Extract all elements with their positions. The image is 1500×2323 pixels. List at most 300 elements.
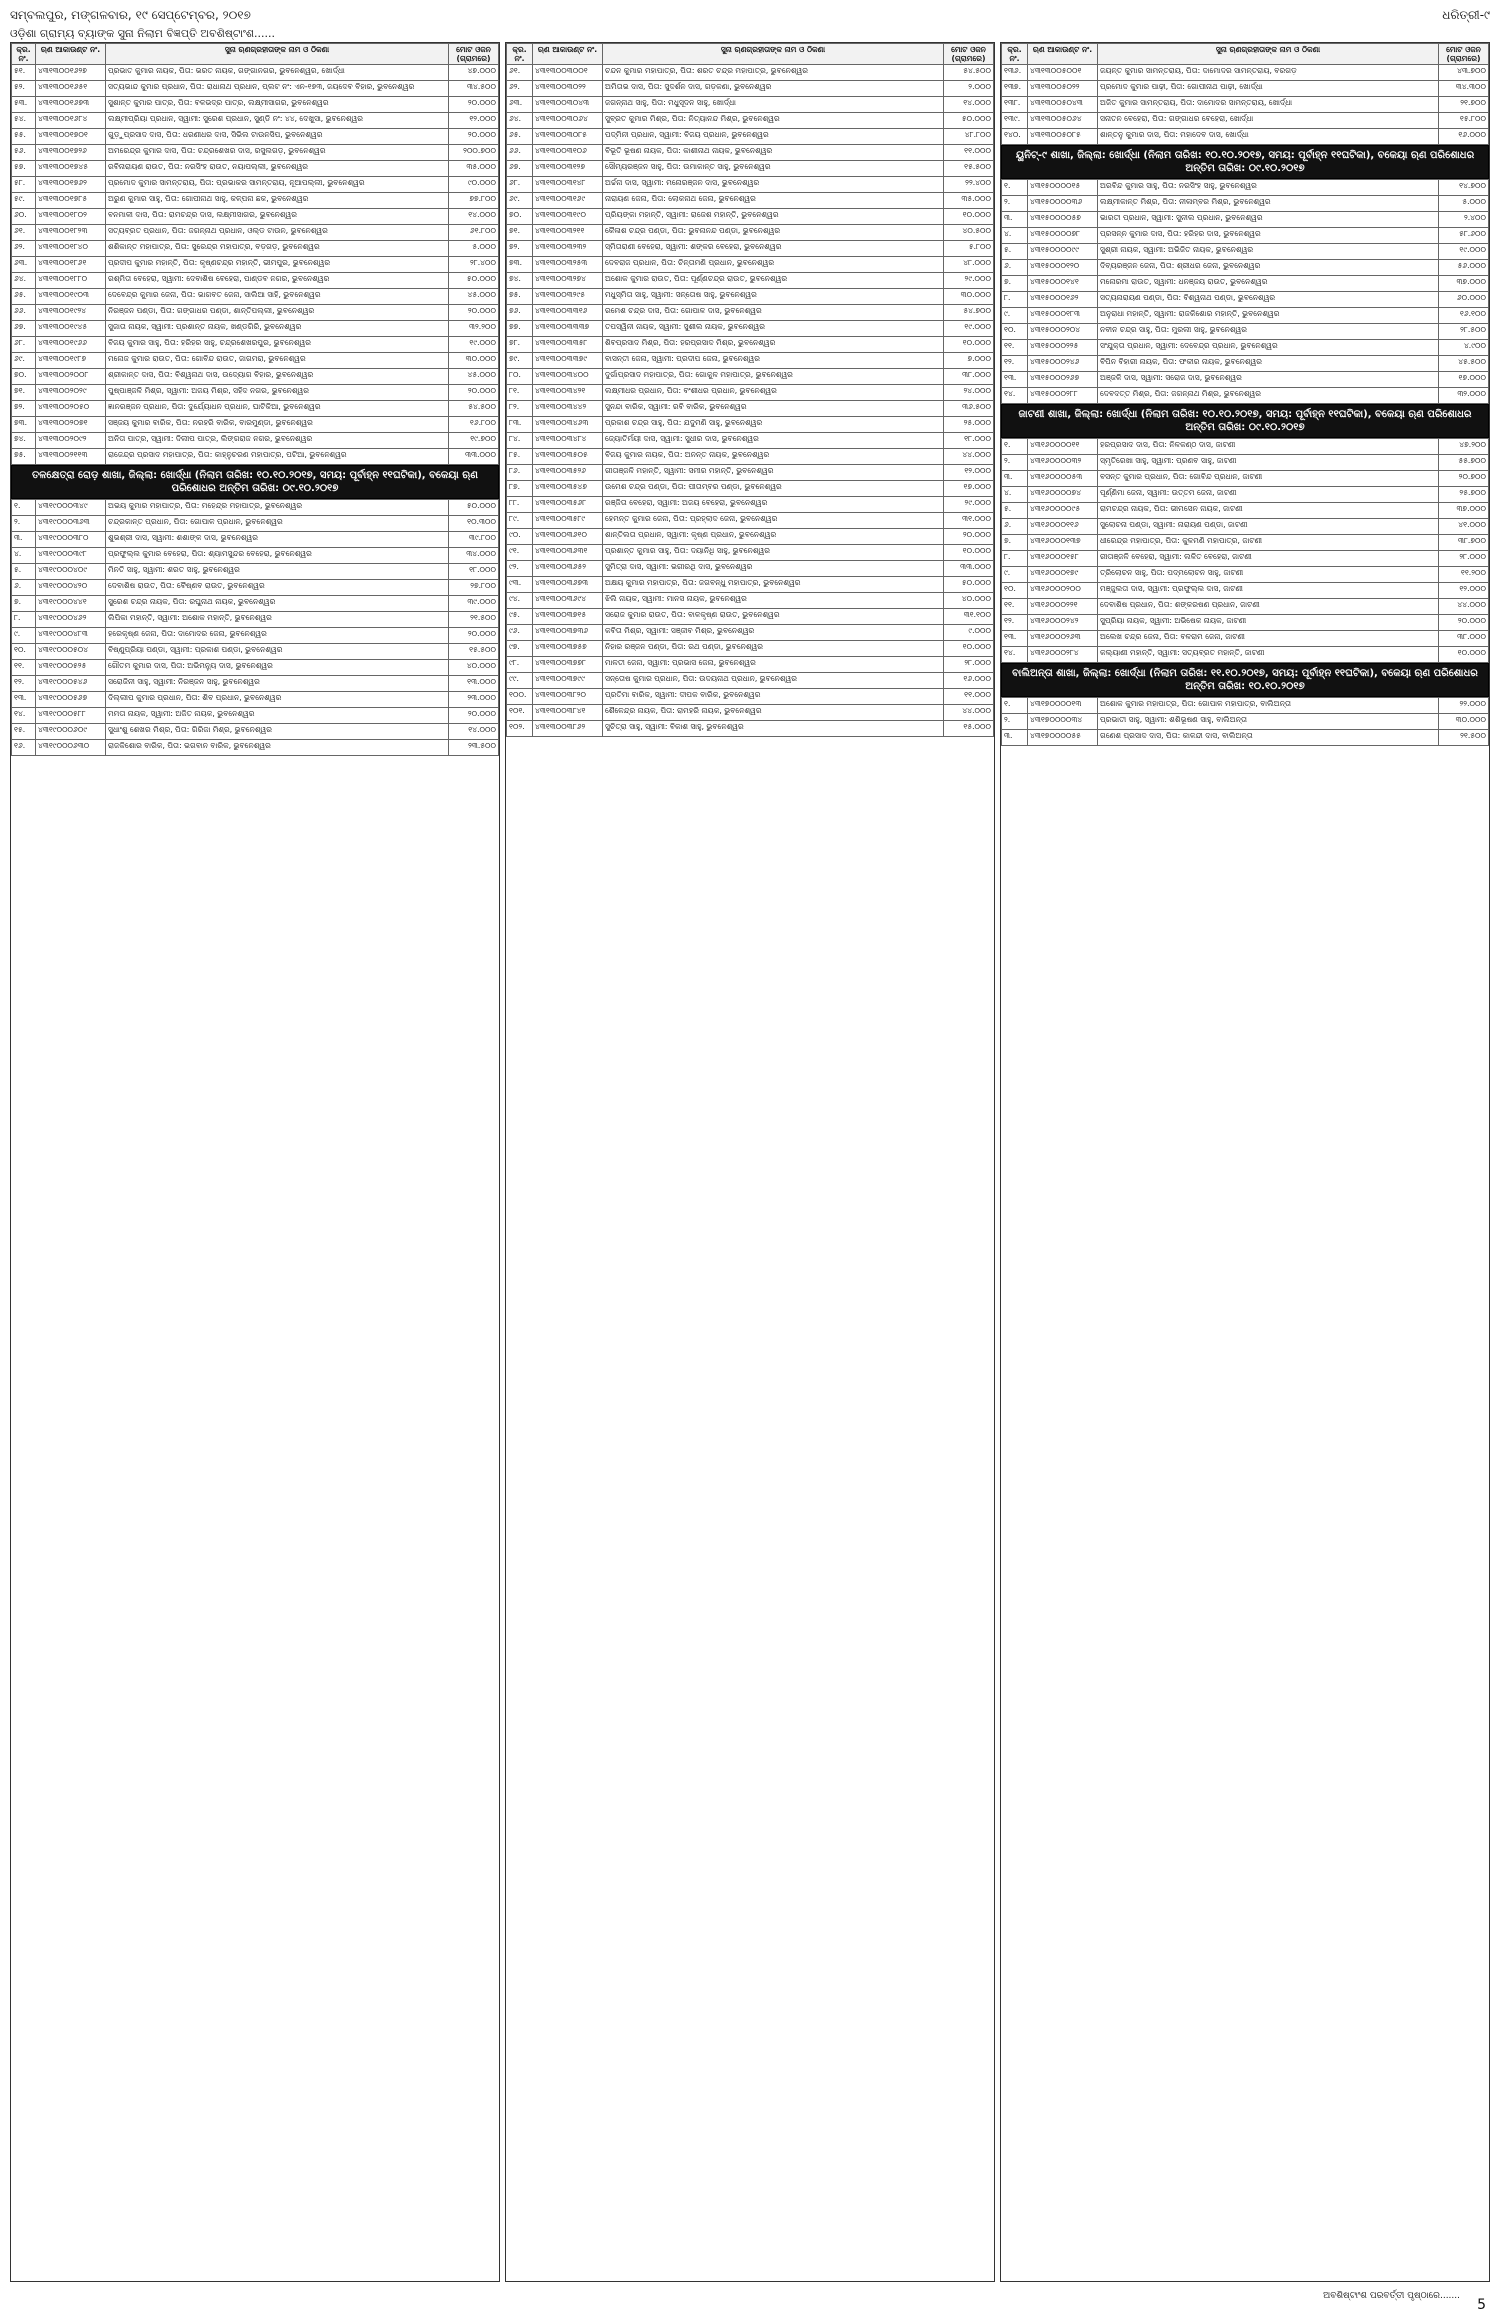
row-name-address: ମନୋରମା ରାଉତ, ସ୍ୱାମୀ: ଧନଞ୍ଜୟ ରାଉତ, ଭୁବନେଶ୍ୱର — [1098, 276, 1439, 292]
row-name-address: ଉମେଶ ଚନ୍ଦ୍ର ପଣ୍ଡା, ପିତା: ପୀତାମ୍ବର ପଣ୍ଡା, ଭୁବନେଶ୍ୱର — [603, 481, 944, 497]
row-serial: ୬. — [1002, 519, 1028, 535]
row-name-address: ମମତା ନାୟକ, ସ୍ୱାମୀ: ଅଜିତ ନାୟକ, ଭୁବନେଶ୍ୱର — [106, 708, 449, 724]
table-row — [1002, 439, 1489, 455]
table-row — [507, 609, 994, 625]
header-sl: କ୍ର. ନଂ. — [507, 44, 533, 65]
row-weight: ୫.୦୦୦ — [1439, 196, 1489, 212]
row-weight: ୧୭.୦୦୦ — [1439, 372, 1489, 388]
row-weight: ୨୩.୫୦୦ — [449, 740, 499, 756]
row-weight: ୧୬.୮୦୦ — [449, 417, 499, 433]
row-weight: ୯୦.୦୦୦ — [449, 177, 499, 193]
row-serial: ୭. — [1002, 276, 1028, 292]
row-serial: ୮୧. — [507, 385, 533, 401]
table-row — [12, 385, 499, 401]
row-name-address: ନିରଞ୍ଜନ ପଣ୍ଡା, ପିତା: ଗଙ୍ଗାଧର ପଣ୍ଡା, ଶାନ୍ତିପଲ୍ଲୀ, ଭୁବନେଶ୍ୱର — [106, 305, 449, 321]
row-serial: ୬୧. — [507, 65, 533, 81]
row-account: ୪୩୧୫୦୦୦୦୭୮ — [1028, 228, 1098, 244]
row-name-address: ଲକ୍ଷ୍ମୀକାନ୍ତ ମିଶ୍ର, ପିତା: ନୀଳାମ୍ବର ମିଶ୍ର, ଭୁବନେଶ୍ୱର — [1098, 196, 1439, 212]
row-account: ୪୩୧୩୦୦୩୧୨୭ — [533, 161, 603, 177]
table-row — [12, 692, 499, 708]
table-row — [507, 465, 994, 481]
table-row — [12, 433, 499, 449]
table-row — [1002, 503, 1489, 519]
row-account: ୪୩୧୩୦୦୫୦୦୧ — [1028, 65, 1098, 81]
row-account: ୪୩୧୩୦୦୩୭୯୯ — [533, 673, 603, 689]
row-weight: ୧୬.୧୦୦ — [1439, 308, 1489, 324]
row-name-address: ରାଜକିଶୋର ବାରିକ, ପିତା: ଭଗବାନ ବାରିକ, ଭୁବନେଶ୍ୱର — [106, 740, 449, 756]
row-weight: ୧୪.୦୦୦ — [449, 724, 499, 740]
row-weight: ୨୦.୦୦୦ — [944, 529, 994, 545]
table-col1b — [11, 499, 499, 756]
row-name-address: ଅକ୍ଷୟ କୁମାର ମହାପାତ୍ର, ପିତା: ଜଗବନ୍ଧୁ ମହାପାତ୍ର, ଭୁବନେଶ୍ୱର — [603, 577, 944, 593]
table-row — [507, 289, 994, 305]
row-weight: ୧୭.୦୦୦ — [944, 481, 994, 497]
table-row — [507, 321, 994, 337]
row-name-address: ସୁଚିତ୍ରା ସାହୁ, ସ୍ୱାମୀ: ବିକାଶ ସାହୁ, ଭୁବନେଶ୍ୱର — [603, 721, 944, 737]
row-weight: ୨୨.୦୦୦ — [1439, 698, 1489, 714]
row-account: ୪୩୧୩୦୦୧୬୭୩ — [36, 97, 106, 113]
row-account: ୪୩୧୩୦୦୩୧୦୬ — [533, 145, 603, 161]
row-name-address: ହରପ୍ରସାଦ ଦାସ, ପିତା: ନିଳକଣ୍ଠ ଦାସ, ଜାଟଣୀ — [1098, 439, 1439, 455]
row-account: ୪୩୧୩୦୦୩୦୬୪ — [533, 113, 603, 129]
row-weight: ୨୮.୪୦୦ — [449, 257, 499, 273]
row-weight: ୩୪.୩୦୦ — [1439, 81, 1489, 97]
row-name-address: ସ୍ମୃତିରେଖା ସାହୁ, ସ୍ୱାମୀ: ପ୍ରଣବ ସାହୁ, ଜାଟଣୀ — [1098, 455, 1439, 471]
row-name-address: ସନ୍ତୋଷ କୁମାର ପ୍ରଧାନ, ପିତା: ଉଦୟନାଥ ପ୍ରଧାନ, ଭୁବନେଶ୍ୱର — [603, 673, 944, 689]
table-row — [1002, 196, 1489, 212]
row-name-address: ରଞ୍ଜିତା ବେହେରା, ସ୍ୱାମୀ: ଅଜୟ ବେହେରା, ଭୁବନେଶ୍ୱର — [603, 497, 944, 513]
row-account: ୪୩୧୯୦୦୦୩୯୮ — [36, 548, 106, 564]
col3-body2 — [1002, 180, 1489, 404]
row-account: ୪୩୧୫୦୦୦୨୬୭ — [1028, 372, 1098, 388]
row-weight: ୧୫.୮୦୦ — [1439, 113, 1489, 129]
row-weight: ୧୦.୦୦୦ — [944, 545, 994, 561]
row-name-address: ଶ୍ରୀକାନ୍ତ ଦାସ, ପିତା: ବିଶ୍ୱନାଥ ଦାସ, ଉଦ୍ୟୋଗ ବିହାର, ଭୁବନେଶ୍ୱର — [106, 369, 449, 385]
row-weight: ୩୮.୭୦୦ — [1439, 535, 1489, 551]
table-row — [12, 660, 499, 676]
row-name-address: ଗଣେଶ ପ୍ରସାଦ ଦାସ, ପିତା: କାଳନ୍ଦୀ ଦାସ, ବାଲିଅନ୍ତା — [1098, 730, 1439, 746]
row-name-address: ଅଭୟ କୁମାର ମହାପାତ୍ର, ପିତା: ମହେନ୍ଦ୍ର ମହାପାତ୍ର, ଭୁବନେଶ୍ୱର — [106, 500, 449, 516]
table-row — [1002, 260, 1489, 276]
row-weight: ୨୫.୭୦୦ — [1439, 487, 1489, 503]
row-account: ୪୩୧୬୦୦୦୧୧୬ — [1028, 519, 1098, 535]
row-account: ୪୩୧୯୦୦୦୪୬୨ — [36, 612, 106, 628]
row-account: ୪୩୧୯୦୦୦୪୮୩ — [36, 628, 106, 644]
row-account: ୪୩୧୫୦୦୦୦୧୫ — [1028, 180, 1098, 196]
row-weight: ୩୩.୦୦୦ — [449, 449, 499, 465]
row-weight: ୩୩.୦୦୦ — [944, 561, 994, 577]
row-account: ୪୩୧୩୦୦୩୨୭୪ — [533, 273, 603, 289]
row-account: ୪୩୧୩୦୦୩୨୫୩ — [533, 257, 603, 273]
row-serial: ୯୬. — [507, 625, 533, 641]
row-account: ୪୩୧୩୦୦୩୪୬୩ — [533, 417, 603, 433]
table-row — [1002, 340, 1489, 356]
table-row — [12, 708, 499, 724]
table-col3d — [1001, 697, 1489, 746]
row-serial: ୯. — [12, 628, 36, 644]
row-weight: ୫୦.୦୦୦ — [449, 273, 499, 289]
header-account: ଋଣ ଆକାଉଣ୍ଟ ନଂ. — [1028, 44, 1098, 65]
row-serial: ୧. — [1002, 180, 1028, 196]
table-row — [12, 209, 499, 225]
row-serial: ୬୩. — [507, 97, 533, 113]
row-name-address: ରମେଶ ଚନ୍ଦ୍ର ଦାସ, ପିତା: ଗୋପାଳ ଦାସ, ଭୁବନେଶ୍ୱର — [603, 305, 944, 321]
row-account: ୪୩୧୩୦୦୩୨୯୫ — [533, 289, 603, 305]
row-account: ୪୩୧୫୦୦୦୧୨୦ — [1028, 260, 1098, 276]
table-row — [12, 337, 499, 353]
row-serial: ୧୦୧. — [507, 705, 533, 721]
row-account: ୪୩୧୫୦୦୦୨୪୬ — [1028, 356, 1098, 372]
row-name-address: ବସନ୍ତ କୁମାର ପ୍ରଧାନ, ପିତା: ଗୋବିନ୍ଦ ପ୍ରଧାନ, ଜାଟଣୀ — [1098, 471, 1439, 487]
row-weight: ୪୫.୦୦୦ — [449, 369, 499, 385]
row-account: ୪୩୧୩୦୦୧୬୫୧ — [36, 81, 106, 97]
table-row — [1002, 599, 1489, 615]
table-row — [1002, 567, 1489, 583]
row-name-address: ଗୌତମ କୁମାର ଦାସ, ପିତା: ଅଭିମନ୍ୟୁ ଦାସ, ଭୁବନେଶ୍ୱର — [106, 660, 449, 676]
row-serial: ୭୩. — [12, 417, 36, 433]
row-name-address: ରଶ୍ମିତା ବେହେରା, ସ୍ୱାମୀ: ଦେବାଶିଷ ବେହେରା, ପାଣ୍ଡବ ନଗର, ଭୁବନେଶ୍ୱର — [106, 273, 449, 289]
row-weight: ୩୦.୦୦୦ — [944, 289, 994, 305]
table-row — [12, 273, 499, 289]
table-row — [12, 225, 499, 241]
row-serial: ୬. — [1002, 260, 1028, 276]
table-row — [507, 529, 994, 545]
row-name-address: ସୁନନ୍ଦା ବାରିକ, ସ୍ୱାମୀ: ରବି ବାରିକ, ଭୁବନେଶ୍ୱର — [603, 401, 944, 417]
row-weight: ୨୯.୦୦୦ — [944, 273, 994, 289]
row-serial: ୯୧. — [507, 545, 533, 561]
row-weight: ୫୦.୦୦୦ — [944, 577, 994, 593]
row-serial: ୭୨. — [507, 241, 533, 257]
row-serial: ୮. — [12, 612, 36, 628]
row-serial: ୬୧. — [12, 225, 36, 241]
table-row — [12, 564, 499, 580]
row-serial: ୬୨. — [12, 241, 36, 257]
row-name-address: ମିନତି ସାହୁ, ସ୍ୱାମୀ: ଶରତ ସାହୁ, ଭୁବନେଶ୍ୱର — [106, 564, 449, 580]
row-weight: ୪୮.୮୦୦ — [944, 129, 994, 145]
table-row — [507, 241, 994, 257]
row-name-address: ପ୍ରଫୁଲ୍ଲ କୁମାର ବେହେରା, ପିତା: ଶ୍ୟାମସୁନ୍ଦର ବେହେରା, ଭୁବନେଶ୍ୱର — [106, 548, 449, 564]
table-row — [1002, 647, 1489, 663]
row-weight: ୨୦୦.୭୦୦ — [449, 145, 499, 161]
row-account: ୪୩୧୯୦୦୦୬୩୦ — [36, 740, 106, 756]
row-serial: ୬୬. — [507, 145, 533, 161]
row-account: ୪୩୧୩୦୦୩୩୩୭ — [533, 321, 603, 337]
continued-note: ଅବଶିଷ୍ଟାଂଶ ପରବର୍ତ୍ତୀ ପୃଷ୍ଠାରେ....... — [1323, 2291, 1460, 2301]
row-serial: ୫୫. — [12, 129, 36, 145]
row-serial: ୩. — [12, 532, 36, 548]
row-name-address: ସଂଯୁକ୍ତା ପ୍ରଧାନ, ସ୍ୱାମୀ: ଦେବେନ୍ଦ୍ର ପ୍ରଧାନ, ଭୁବନେଶ୍ୱର — [1098, 340, 1439, 356]
row-serial: ୮୯. — [507, 513, 533, 529]
row-account: ୪୩୧୬୦୦୦୦୫୩ — [1028, 471, 1098, 487]
row-serial: ୯୦. — [507, 529, 533, 545]
row-account: ୪୩୧୩୦୦୧୬୨୭ — [36, 65, 106, 81]
row-weight: ୨୦.୦୦୦ — [449, 97, 499, 113]
row-account: ୪୩୧୬୦୦୦୦୭୪ — [1028, 487, 1098, 503]
table-row — [507, 385, 994, 401]
table-row — [12, 113, 499, 129]
row-serial: ୧୨. — [12, 676, 36, 692]
row-account: ୪୩୧୩୦୦୫୦୪୩ — [1028, 97, 1098, 113]
row-account: ୪୩୧୩୦୦୨୧୧୩ — [36, 449, 106, 465]
table-row — [507, 625, 994, 641]
row-weight: ୨୧.୫୦୦ — [1439, 730, 1489, 746]
row-name-address: ଚନ୍ଦ୍ରକାନ୍ତ ପ୍ରଧାନ, ପିତା: ଗୋପାଳ ପ୍ରଧାନ, ଭୁବନେଶ୍ୱର — [106, 516, 449, 532]
row-serial: ୬୨. — [507, 81, 533, 97]
table-row — [507, 257, 994, 273]
row-weight: ୨୦.୦୦୦ — [449, 305, 499, 321]
row-name-address: ପ୍ରିୟଙ୍କା ମହାନ୍ତି, ସ୍ୱାମୀ: ରାଜେଶ ମହାନ୍ତି, ଭୁବନେଶ୍ୱର — [603, 209, 944, 225]
row-name-address: ଦେବରାଜ ପ୍ରଧାନ, ପିତା: ଚିନ୍ତାମଣି ପ୍ରଧାନ, ଭୁବନେଶ୍ୱର — [603, 257, 944, 273]
table-row — [507, 353, 994, 369]
row-name-address: ଅଜିତ କୁମାର ସାମନ୍ତରାୟ, ପିତା: ଦାମୋଦର ସାମନ୍ତରାୟ, ଖୋର୍ଦ୍ଧା — [1098, 97, 1439, 113]
row-account: ୪୩୧୩୦୦୩୪୪୨ — [533, 401, 603, 417]
row-account: ୪୩୧୩୦୦୩୫୦୫ — [533, 449, 603, 465]
table-row — [12, 81, 499, 97]
row-weight: ୧୬.୦୦୦ — [1439, 129, 1489, 145]
row-name-address: ବିଜୟ କୁମାର ନାୟକ, ପିତା: ଅନନ୍ତ ନାୟକ, ଭୁବନେଶ୍ୱର — [603, 449, 944, 465]
table-row — [507, 689, 994, 705]
row-serial: ୭୪. — [12, 433, 36, 449]
row-serial: ୯୨. — [507, 561, 533, 577]
table-row — [1002, 97, 1489, 113]
row-weight: ୫୪.୫୦୦ — [944, 65, 994, 81]
row-serial: ୧୩. — [1002, 372, 1028, 388]
table-row — [1002, 292, 1489, 308]
row-weight: ୪୭.୨୦୦ — [1439, 439, 1489, 455]
row-weight: ୧୬.୦୦୦ — [944, 673, 994, 689]
row-account: ୪୩୧୩୦୦୨୦୯୨ — [36, 433, 106, 449]
row-name-address: ଦେବାଶିଷ ରାଉତ, ପିତା: ବୈଷ୍ଣବ ରାଉତ, ଭୁବନେଶ୍ୱର — [106, 580, 449, 596]
row-name-address: ମଧୁସ୍ମିତା ସାହୁ, ସ୍ୱାମୀ: ସନ୍ତୋଷ ସାହୁ, ଭୁବନେଶ୍ୱର — [603, 289, 944, 305]
row-weight: ୨୪.୦୦୦ — [944, 385, 994, 401]
row-name-address: ଦିବ୍ୟରଞ୍ଜନ ଜେନା, ପିତା: ଶ୍ରୀଧର ଜେନା, ଭୁବନେଶ୍ୱର — [1098, 260, 1439, 276]
row-name-address: ଜଗନ୍ନାଥ ସାହୁ, ପିତା: ମଧୁସୂଦନ ସାହୁ, ଖୋର୍ଦ୍ଧା — [603, 97, 944, 113]
row-account: ୪୩୧୩୦୦୩୦୦୧ — [533, 65, 603, 81]
row-weight: ୨୦.୦୦୦ — [449, 385, 499, 401]
row-name-address: ଅଞ୍ଜଳି ଦାସ, ସ୍ୱାମୀ: ସରୋଜ ଦାସ, ଭୁବନେଶ୍ୱର — [1098, 372, 1439, 388]
row-name-address: ଶୈଳେନ୍ଦ୍ର ନାୟକ, ପିତା: ରାମହରି ନାୟକ, ଭୁବନେଶ୍ୱର — [603, 705, 944, 721]
row-serial: ୨. — [1002, 714, 1028, 730]
row-serial: ୭୯. — [507, 353, 533, 369]
row-account: ୪୩୧୩୦୦୧୮୬୧ — [36, 257, 106, 273]
row-serial: ୧୩୮. — [1002, 97, 1028, 113]
row-name-address: ନବୀନ ଚନ୍ଦ୍ର ସାହୁ, ପିତା: ମୁରଲୀ ସାହୁ, ଭୁବନେଶ୍ୱର — [1098, 324, 1439, 340]
row-name-address: ଜ୍ୟୋତିର୍ମୟୀ ଦାସ, ସ୍ୱାମୀ: ସୁଧୀର ଦାସ, ଭୁବନେଶ୍ୱର — [603, 433, 944, 449]
row-weight: ୪.୯୦୦ — [1439, 340, 1489, 356]
row-weight: ୪୪.୦୦୦ — [1439, 599, 1489, 615]
row-serial: ୬୯. — [12, 353, 36, 369]
row-serial: ୬୭. — [507, 161, 533, 177]
row-weight: ୧୫.୫୦୦ — [944, 161, 994, 177]
row-weight: ୨୮.୦୦୦ — [944, 657, 994, 673]
table-row — [507, 673, 994, 689]
row-account: ୪୩୧୩୦୦୩୮୬୨ — [533, 721, 603, 737]
row-account: ୪୩୧୭୦୦୦୦୧୩ — [1028, 698, 1098, 714]
table-row — [1002, 113, 1489, 129]
table-row — [12, 532, 499, 548]
row-weight: ୪୪.୦୦୦ — [944, 705, 994, 721]
row-weight: ୨୩.୦୦୦ — [449, 692, 499, 708]
row-name-address: ସୁଶାନ୍ତ କୁମାର ପାତ୍ର, ପିତା: ବଳଭଦ୍ର ପାତ୍ର, ଲକ୍ଷ୍ମୀସାଗର, ଭୁବନେଶ୍ୱର — [106, 97, 449, 113]
table-row — [1002, 714, 1489, 730]
row-name-address: ବିଷ୍ଣୁପ୍ରିୟା ପଣ୍ଡା, ସ୍ୱାମୀ: ପ୍ରକାଶ ପଣ୍ଡା, ଭୁବନେଶ୍ୱର — [106, 644, 449, 660]
row-account: ୪୩୧୩୦୦୫୦୨୨ — [1028, 81, 1098, 97]
row-serial: ୭୦. — [507, 209, 533, 225]
row-weight: ୭.୦୦୦ — [944, 353, 994, 369]
table-row — [12, 353, 499, 369]
table-row — [12, 628, 499, 644]
row-weight: ୧୪.୦୦୦ — [944, 97, 994, 113]
col3-body3 — [1002, 439, 1489, 663]
row-weight: ୨୧.୫୦୦ — [449, 612, 499, 628]
row-weight: ୩୧.୧୦୦ — [944, 609, 994, 625]
row-serial: ୬୯. — [507, 193, 533, 209]
row-serial: ୩. — [1002, 730, 1028, 746]
table-row — [12, 417, 499, 433]
row-weight: ୧୯.୭୦୦ — [449, 433, 499, 449]
row-account: ୪୩୧୩୦୦୧୭୬୨ — [36, 177, 106, 193]
row-account: ୪୩୧୩୦୦୩୮୪୧ — [533, 705, 603, 721]
row-weight: ୨୯.୦୦୦ — [944, 497, 994, 513]
row-account: ୪୩୧୩୦୦୩୦୮୫ — [533, 129, 603, 145]
row-name-address: କବିତା ମିଶ୍ର, ସ୍ୱାମୀ: ସଞ୍ଜୀବ ମିଶ୍ର, ଭୁବନେଶ୍ୱର — [603, 625, 944, 641]
row-weight: ୪୦.୦୦୦ — [449, 660, 499, 676]
row-serial: ୩. — [1002, 471, 1028, 487]
row-serial: ୭୫. — [12, 449, 36, 465]
row-weight: ୧୪.୭୦୦ — [1439, 180, 1489, 196]
row-name-address: ଅଲେଖ ଚନ୍ଦ୍ର ଜେନା, ପିତା: ବଳରାମ ଜେନା, ଜାଟଣୀ — [1098, 631, 1439, 647]
row-weight: ୨୮.୦୦୦ — [1439, 551, 1489, 567]
table-row — [12, 369, 499, 385]
row-account: ୪୩୧୯୦୦୦୫୦୪ — [36, 644, 106, 660]
row-serial: ୧୩୯. — [1002, 113, 1028, 129]
table-row — [507, 449, 994, 465]
row-account: ୪୩୧୫୦୦୦୦୯୯ — [1028, 244, 1098, 260]
row-name-address: ସନାତନ ବେହେରା, ପିତା: ଗଙ୍ଗାଧର ବେହେରା, ଖୋର୍ଦ୍ଧା — [1098, 113, 1439, 129]
row-serial: ୯୫. — [507, 609, 533, 625]
row-name-address: ସତ୍ୟବ୍ରତ ପ୍ରଧାନ, ପିତା: ଜଗନ୍ନାଥ ପ୍ରଧାନ, ଓଲ୍ଡ ଟାଉନ, ଭୁବନେଶ୍ୱର — [106, 225, 449, 241]
dateline: ସମ୍ବଲପୁର, ମଙ୍ଗଳବାର, ୧୯ ସେପ୍ଟେମ୍ବର, ୨୦୧୭ — [10, 8, 251, 22]
row-weight: ୨.୦୦୦ — [944, 81, 994, 97]
row-weight: ୨୦.୦୦୦ — [449, 628, 499, 644]
row-name-address: ଶୁଭଶ୍ରୀ ଦାସ, ସ୍ୱାମୀ: ଶଶାଙ୍କ ଦାସ, ଭୁବନେଶ୍ୱର — [106, 532, 449, 548]
row-account: ୪୩୧୬୦୦୦୦୧୧ — [1028, 439, 1098, 455]
row-account: ୪୩୧୩୦୦୩୦୪୩ — [533, 97, 603, 113]
row-serial: ୫୭. — [12, 161, 36, 177]
row-name-address: ସୁବ୍ରତ କୁମାର ମିଶ୍ର, ପିତା: ନିତ୍ୟାନନ୍ଦ ମିଶ୍ର, ଭୁବନେଶ୍ୱର — [603, 113, 944, 129]
branch-notice: ତଳକ୍ଷେତ୍ରା ରୋଡ଼ ଶାଖା, ଜିଲ୍ଲା: ଖୋର୍ଦ୍ଧା (ନିଲାମ ତାରିଖ: ୧୦.୧୦.୨୦୧୭, ସମୟ: ପୂର୍ବାହ୍ନ ୧୧ଘଟିକା), ବକେୟା ଋଣ ପରିଶୋଧର ଅନ୍ତିମ ତାରିଖ: ୦୯.୧୦.୨୦୧୭ — [11, 465, 499, 499]
row-account: ୪୩୧୩୦୦୩୨୩୨ — [533, 241, 603, 257]
row-serial: ୫୬. — [12, 145, 36, 161]
table-row — [1002, 180, 1489, 196]
row-name-address: ଲିପିକା ମହାନ୍ତି, ସ୍ୱାମୀ: ଅଶୋକ ମହାନ୍ତି, ଭୁବନେଶ୍ୱର — [106, 612, 449, 628]
row-account: ୪୩୧୯୦୦୦୬୦୯ — [36, 724, 106, 740]
row-serial: ୯୮. — [507, 657, 533, 673]
row-name-address: ଶିବପ୍ରସାଦ ମିଶ୍ର, ପିତା: ହରପ୍ରସାଦ ମିଶ୍ର, ଭୁବନେଶ୍ୱର — [603, 337, 944, 353]
row-account: ୪୩୧୩୦୦୧୮୦୨ — [36, 209, 106, 225]
row-name-address: ଅନୁରାଧା ମହାନ୍ତି, ସ୍ୱାମୀ: ରାଜକିଶୋର ମହାନ୍ତି, ଭୁବନେଶ୍ୱର — [1098, 308, 1439, 324]
row-serial: ୬୭. — [12, 321, 36, 337]
row-account: ୪୩୧୩୦୦୧୯୮୭ — [36, 353, 106, 369]
row-serial: ୧୩୭. — [1002, 81, 1028, 97]
row-weight: ୧୯.୦୦୦ — [944, 321, 994, 337]
row-account: ୪୩୧୯୦୦୦୫୨୫ — [36, 660, 106, 676]
row-serial: ୬୫. — [12, 289, 36, 305]
row-account: ୪୩୧୬୦୦୦୦୯୫ — [1028, 503, 1098, 519]
table-row — [1002, 129, 1489, 145]
col3-body — [1002, 65, 1489, 145]
row-name-address: ଶଶିକାନ୍ତ ମହାପାତ୍ର, ପିତା: ସୁରେନ୍ଦ୍ର ମହାପାତ୍ର, ବଡ଼ଗଡ଼, ଭୁବନେଶ୍ୱର — [106, 241, 449, 257]
table-row — [507, 497, 994, 513]
row-name-address: ସତ୍ୟଭାନ୍ଦ କୁମାର ପ୍ରଧାନ, ପିତା: ରାଧାନାଥ ପ୍ରଧାନ, ପ୍ଲଟ ନଂ: ଏନ-୧୭୩, ଜୟଦେବ ବିହାର, ଭୁବନେଶ୍ୱର — [106, 81, 449, 97]
row-serial: ୬୦. — [12, 209, 36, 225]
row-serial: ୮୪. — [507, 433, 533, 449]
row-serial: ୬୮. — [12, 337, 36, 353]
row-serial: ୭୧. — [507, 225, 533, 241]
row-name-address: ପ୍ରଶାନ୍ତ କୁମାର ସାହୁ, ପିତା: ଦୟାନିଧି ସାହୁ, ଭୁବନେଶ୍ୱର — [603, 545, 944, 561]
row-name-address: ସୌମ୍ୟରଞ୍ଜନ ସାହୁ, ପିତା: ଉମାକାନ୍ତ ସାହୁ, ଭୁବନେଶ୍ୱର — [603, 161, 944, 177]
row-account: ୪୩୧୬୦୦୦୦୩୨ — [1028, 455, 1098, 471]
row-name-address: ଅନିତା ପାତ୍ର, ସ୍ୱାମୀ: ଦିଲୀପ ପାତ୍ର, ଲିଙ୍ଗରାଜ ନଗର, ଭୁବନେଶ୍ୱର — [106, 433, 449, 449]
header-account: ଋଣ ଆକାଉଣ୍ଟ ନଂ. — [533, 44, 603, 65]
row-weight: ୩୧.୦୦୦ — [944, 513, 994, 529]
row-serial: ୭୫. — [507, 289, 533, 305]
table-row — [1002, 631, 1489, 647]
row-weight: ୩୪.୦୦୦ — [449, 548, 499, 564]
table-row — [507, 433, 994, 449]
page-label: ଧରିତ୍ରୀ-୯ — [1442, 8, 1490, 22]
row-weight: ୫୪.୭୦୦ — [944, 305, 994, 321]
row-account: ୪୩୧୩୦୦୩୩୫୮ — [533, 337, 603, 353]
table-row — [1002, 519, 1489, 535]
row-account: ୪୩୧୩୦୦୩୪୨୧ — [533, 385, 603, 401]
header-name: ସୁନା ଋଣଗ୍ରହୀତାଙ୍କ ନାମ ଓ ଠିକଣା — [1098, 44, 1439, 65]
row-account: ୪୩୧୩୦୦୩୬୯୪ — [533, 593, 603, 609]
row-weight: ୩୨.୦୦୦ — [1439, 388, 1489, 404]
row-account: ୪୩୧୩୦୦୧୯୨୪ — [36, 305, 106, 321]
row-name-address: ରବିନାରାୟଣ ରାଉତ, ପିତା: ନରସିଂହ ରାଉତ, ନୟାପଲ୍ଲୀ, ଭୁବନେଶ୍ୱର — [106, 161, 449, 177]
row-serial: ୫୪. — [12, 113, 36, 129]
row-name-address: ପ୍ରଦୀପ କୁମାର ମହାନ୍ତି, ପିତା: କୃଷ୍ଣଚନ୍ଦ୍ର ମହାନ୍ତି, ଭୀମପୁର, ଭୁବନେଶ୍ୱର — [106, 257, 449, 273]
table-row — [12, 257, 499, 273]
row-weight: ୧୮.୦୦୦ — [449, 564, 499, 580]
row-name-address: ଗୁଡ଼ୁପ୍ରସାଦ ଦାସ, ପିତା: ଧରଣୀଧର ଦାସ, ସିଭିଲ ଟାଉନସିପ, ଭୁବନେଶ୍ୱର — [106, 129, 449, 145]
row-name-address: ଦିଲ୍ଲୀପ କୁମାର ପ୍ରଧାନ, ପିତା: ଶିବ ପ୍ରଧାନ, ଭୁବନେଶ୍ୱର — [106, 692, 449, 708]
row-serial: ୮୩. — [507, 417, 533, 433]
table-row — [507, 81, 994, 97]
table-row — [1002, 356, 1489, 372]
row-account: ୪୩୧୫୦୦୦୦୩୬ — [1028, 196, 1098, 212]
row-serial: ୫୯. — [12, 193, 36, 209]
row-weight: ୪୮.୦୦୦ — [944, 257, 994, 273]
column-3 — [1000, 42, 1490, 2282]
table-row — [1002, 81, 1489, 97]
table-row — [1002, 244, 1489, 260]
table-row — [12, 580, 499, 596]
row-account: ୪୩୧୬୦୦୦୧୩୭ — [1028, 535, 1098, 551]
row-weight: ୨୫.୦୦୦ — [944, 417, 994, 433]
table-row — [1002, 212, 1489, 228]
row-weight: ୧୨.୦୦୦ — [449, 113, 499, 129]
row-serial: ୩. — [1002, 212, 1028, 228]
row-account: ୪୩୧୫୦୦୦୧୮୩ — [1028, 308, 1098, 324]
row-account: ୪୩୧୩୦୦୧୭୮୫ — [36, 193, 106, 209]
row-account: ୪୩୧୩୦୦୩୫୪୭ — [533, 481, 603, 497]
row-name-address: ପ୍ରତିମା ବାରିକ, ସ୍ୱାମୀ: ଦୀପକ ବାରିକ, ଭୁବନେଶ୍ୱର — [603, 689, 944, 705]
row-weight: ୫୬.୦୦୦ — [1439, 260, 1489, 276]
row-name-address: ବନମାଳୀ ଦାସ, ପିତା: ରାମଚନ୍ଦ୍ର ଦାସ, ଲକ୍ଷ୍ମୀସାଗର, ଭୁବନେଶ୍ୱର — [106, 209, 449, 225]
table-row — [12, 596, 499, 612]
